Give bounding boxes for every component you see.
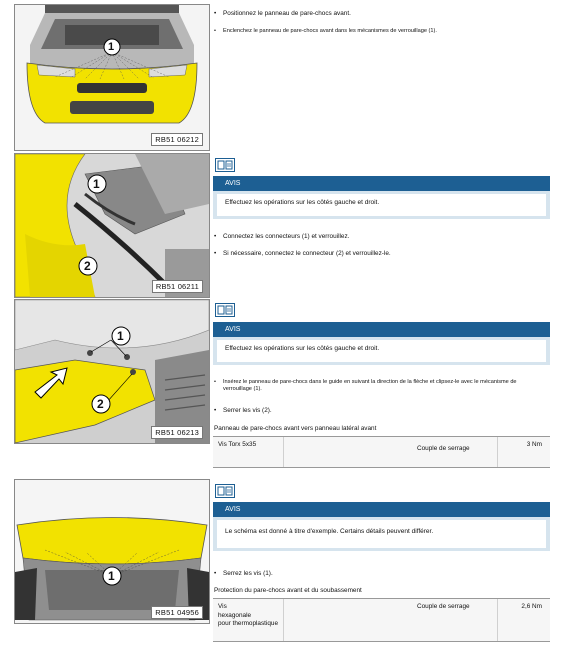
list-item: • Insérez le panneau de pare-chocs dans le guide en suivant la direction de la flèche et clipsez-le avec le mécanisme de verrouillage (1). <box>214 379 517 392</box>
connectors-illustration <box>15 154 209 297</box>
notice-box <box>213 322 550 365</box>
list-item: • Positionnez le panneau de pare-chocs avant. <box>214 10 351 17</box>
notice-book-icon <box>215 484 235 498</box>
notice-box <box>213 502 550 551</box>
bumper-guide-illustration <box>15 300 209 443</box>
table-cell-label: Couple de serrage <box>417 445 470 452</box>
notice-book-icon <box>215 158 235 172</box>
figure-underbody <box>14 479 210 624</box>
callout-1: 1 <box>108 569 115 583</box>
figure-ref: RB51 06213 <box>151 426 203 439</box>
table-cell-name: Vis hexagonale pour thermoplastique <box>218 603 279 628</box>
table-cell-name: Vis Torx 5x35 <box>218 441 257 448</box>
notice-title: AVIS <box>213 176 550 191</box>
notice-title: AVIS <box>213 322 550 337</box>
notice-box <box>213 176 550 219</box>
figure-bumper-guide <box>14 299 210 444</box>
callout-1: 1 <box>108 41 115 53</box>
list-item: • Serrez les vis (1). <box>214 570 273 577</box>
list-item: • Connectez les connecteurs (1) et verrouillez. <box>214 233 350 240</box>
callout-2: 2 <box>97 397 104 411</box>
table-cell-value: 2,6 Nm <box>521 603 542 610</box>
table-cell-value: 3 Nm <box>526 441 542 448</box>
underbody-illustration <box>15 480 209 623</box>
notice-text: Le schéma est donné à titre d'exemple. Certains détails peuvent différer. <box>217 520 546 548</box>
list-item: • Serrer les vis (2). <box>214 407 272 414</box>
callout-1: 1 <box>93 177 100 191</box>
table-cell-label: Couple de serrage <box>417 603 470 610</box>
list-item: • Enclenchez le panneau de pare-chocs avant dans les mécanismes de verrouillage (1). <box>214 28 437 34</box>
figure-front-bumper <box>14 4 210 151</box>
torque-table <box>213 436 550 468</box>
figure-ref: RB51 06212 <box>151 133 203 146</box>
torque-table <box>213 598 550 642</box>
callout-2: 2 <box>84 259 91 273</box>
figure-ref: RB51 04956 <box>151 606 203 619</box>
table-title: Protection du pare-chocs avant et du soubassement <box>214 587 362 594</box>
notice-title: AVIS <box>213 502 550 517</box>
notice-book-icon <box>215 303 235 317</box>
callout-1: 1 <box>117 329 124 343</box>
figure-ref: RB51 06211 <box>152 280 203 293</box>
notice-text: Effectuez les opérations sur les côtés gauche et droit. <box>217 340 546 362</box>
figure-connectors <box>14 153 210 298</box>
notice-text: Effectuez les opérations sur les côtés gauche et droit. <box>217 194 546 216</box>
table-title: Panneau de pare-chocs avant vers panneau latéral avant <box>214 425 377 432</box>
list-item: • Si nécessaire, connectez le connecteur (2) et verrouillez-le. <box>214 250 391 257</box>
front-bumper-illustration <box>15 5 209 150</box>
